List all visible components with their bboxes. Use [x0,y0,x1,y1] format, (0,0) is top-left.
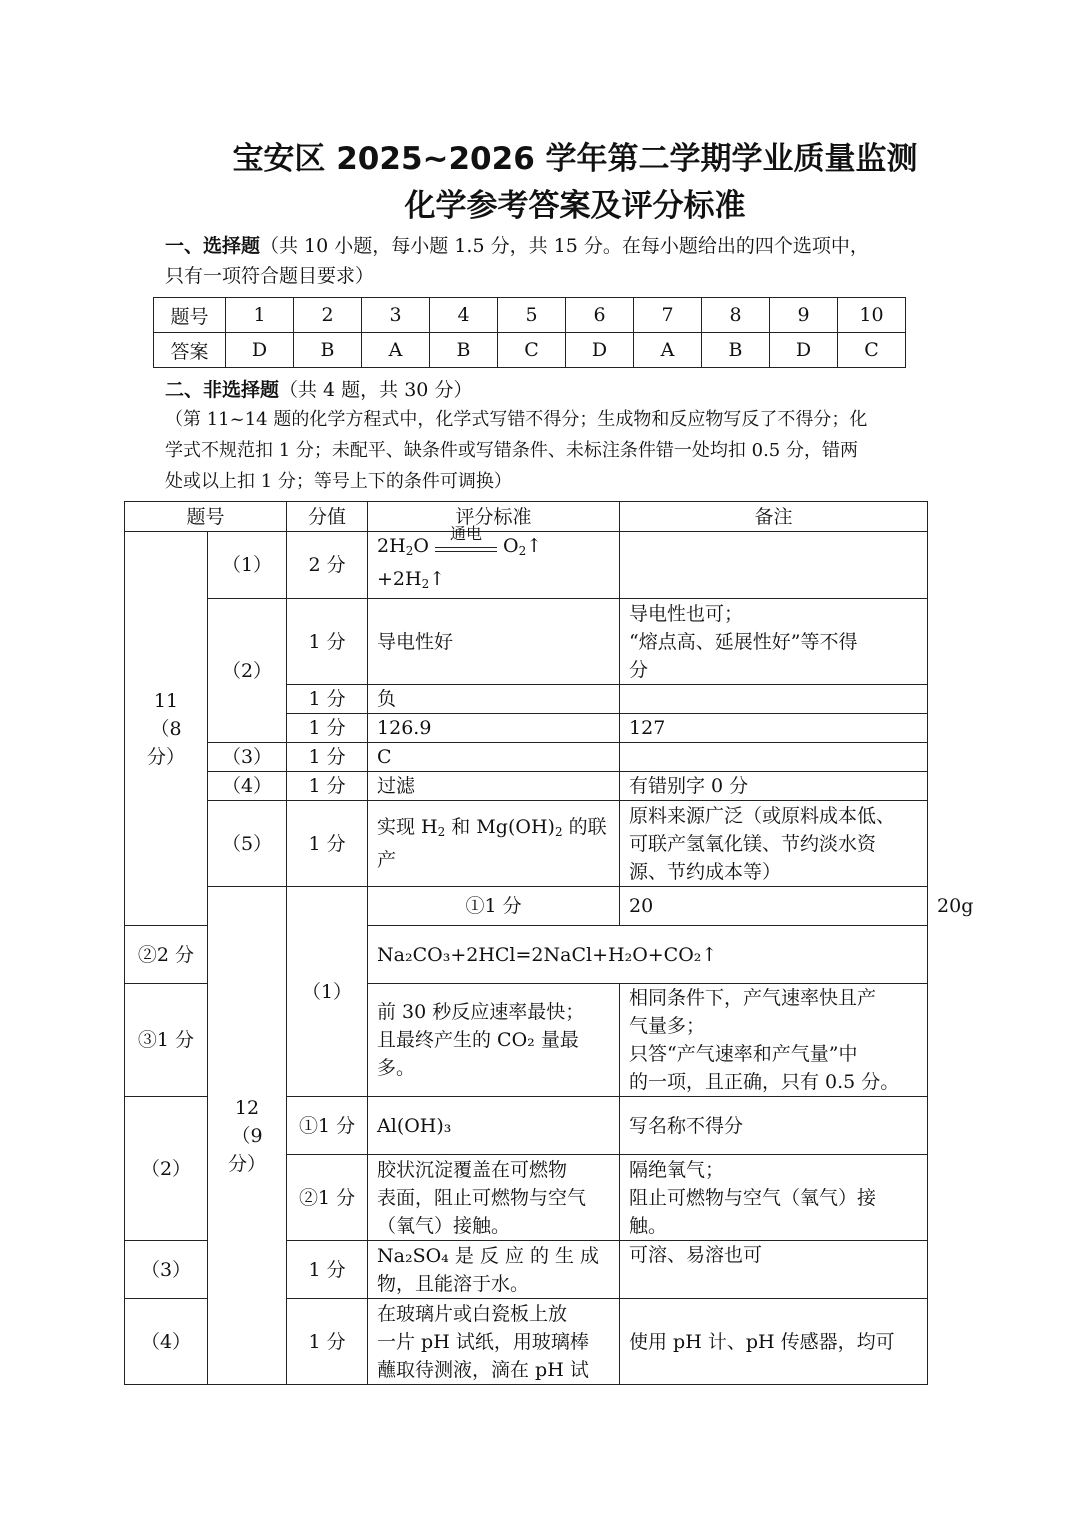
section-choice-heading [165,231,925,291]
std-text: 的联 [562,816,607,838]
remark-line: 原料来源广泛（或原料成本低、 [629,804,896,827]
score-cell: ③1 分 [125,984,208,1097]
score-cell: ①1 分 [287,1097,368,1155]
remark-line: 导电性也可； [629,602,744,625]
remark-line: 触。 [629,1214,668,1237]
question-11-label [125,532,208,926]
equation-cell: Na₂CO₃+2HCl=2NaCl+H₂O+CO₂↑ [368,926,928,984]
standard-cell: 20 [620,887,928,926]
header-standard: 评分标准 [368,502,620,532]
remark-cell: 127 [620,714,928,743]
score-cell: 1 分 [287,685,368,714]
subscript: 2 [518,544,527,558]
table-row [125,532,928,599]
score-cell: 1 分 [287,772,368,801]
question-number: 8 [702,298,770,333]
score-cell: 1 分 [287,1241,368,1299]
remark-line: 隔绝氧气； [629,1158,725,1181]
answer-cell: D [770,333,838,368]
choice-answer-table [153,297,906,368]
standard-cell [368,984,620,1097]
standard-cell: 126.9 [368,714,620,743]
question-number: 3 [362,298,430,333]
remark-line: 分 [629,658,649,681]
score-cell: 1 分 [287,801,368,887]
std-line: 在玻璃片或白瓷板上放 [377,1302,568,1325]
std-line: 物，且能溶于水。 [377,1272,530,1295]
part-label: （1） [287,887,368,1097]
score-cell: 1 分 [287,714,368,743]
part-label: （3） [208,743,287,772]
score-cell: 2 分 [287,532,368,599]
std-line: 蘸取待测液，滴在 pH 试 [377,1358,589,1381]
standard-cell [368,801,620,887]
section-open-title: 二、非选择题 [165,379,280,401]
question-number: 9 [770,298,838,333]
question-number: 10 [838,298,906,333]
question-number: 12 [234,1096,260,1119]
answer-cell: D [226,333,294,368]
subscript: 2 [554,825,563,839]
standard-cell [368,1241,620,1299]
answer-cell: C [838,333,906,368]
grading-note [165,404,925,497]
grading-note-line: 处或以上扣 1 分；等号上下的条件可调换） [165,471,512,492]
subscript: 2 [437,825,446,839]
remark-cell [620,685,928,714]
remark-line: 气量多； [629,1015,706,1037]
remark-cell [620,984,928,1097]
grading-note-line: 学式不规范扣 1 分；未配平、缺条件或写错条件、未标注条件错一处均扣 0.5 分，错两 [165,440,858,461]
question-number: 11 [153,689,179,712]
score-cell: ①1 分 [368,887,620,926]
page-title: 宝安区 2025~2026 学年第二学期学业质量监测 [232,141,918,177]
part-label: （1） [208,532,287,599]
standard-cell [368,1155,620,1241]
remark-line: 只答“产气速率和产气量”中 [629,1043,858,1065]
section-choice-title: 一、选择题 [165,235,261,257]
table-row [125,599,928,685]
eq-text: ↑ +2H [377,535,543,590]
score-cell: ②2 分 [125,926,208,984]
question-points: 分） [146,745,185,768]
part-label: （4） [208,772,287,801]
remark-line: 的一项，且正确，只有 0.5 分。 [629,1071,900,1093]
std-line: 多。 [377,1057,416,1079]
grading-note-line: （第 11~14 题的化学方程式中，化学式写错不得分；生成物和反应物写反了不得分；化 [165,409,868,430]
remark-cell: 有错别字 0 分 [620,772,928,801]
table-row [154,298,906,333]
standard-cell: 负 [368,685,620,714]
remark-cell: 使用 pH 计、pH 传感器，均可 [620,1299,928,1385]
answer-cell: D [566,333,634,368]
table-row [154,333,906,368]
std-line: 且最终产生的 CO₂ 量最 [377,1029,579,1051]
question-number: 6 [566,298,634,333]
standard-cell: 导电性好 [368,599,620,685]
answer-cell: C [498,333,566,368]
std-text: 产 [377,849,397,871]
std-line: Na₂SO₄ 是 反 应 的 生 成 [377,1244,600,1267]
table-row [125,772,928,801]
std-line: 一片 pH 试纸，用玻璃棒 [377,1330,589,1353]
answer-cell: B [430,333,498,368]
table-row [125,801,928,887]
question-points: （8 [150,717,182,740]
remark-line: “熔点高、延展性好”等不得 [629,630,858,653]
score-cell: 1 分 [287,599,368,685]
answer-cell: A [634,333,702,368]
remark-cell [620,1155,928,1241]
question-number: 4 [430,298,498,333]
equals-with-condition [435,524,497,561]
remark-line: 可联产氢氧化镁、节约淡水资 [629,832,877,855]
question-number: 5 [498,298,566,333]
page-subtitle: 化学参考答案及评分标准 [404,188,746,224]
answer-cell: A [362,333,430,368]
section-open-desc: （共 4 题，共 30 分） [279,379,473,401]
standard-cell [368,1299,620,1385]
question-number: 7 [634,298,702,333]
answer-cell: B [702,333,770,368]
eq-text: ↑ [429,568,446,590]
subscript: 2 [405,544,414,558]
score-cell: ②1 分 [287,1155,368,1241]
remark-cell [620,743,928,772]
std-text: 和 Mg(OH) [445,816,555,838]
part-label: （5） [208,801,287,887]
question-number: 2 [294,298,362,333]
question-number: 1 [226,298,294,333]
remark-cell [620,532,928,599]
std-line: 胶状沉淀覆盖在可燃物 [377,1158,568,1181]
section-choice-desc-2: 只有一项符合题目要求） [165,265,375,287]
question-points: （9 [231,1124,263,1147]
row-label: 题号 [154,298,226,333]
remark-line: 阻止可燃物与空气（氧气）接 [629,1186,877,1209]
header-remark: 备注 [620,502,928,532]
remark-cell: 写名称不得分 [620,1097,928,1155]
part-label: （2） [208,599,287,743]
header-score: 分值 [287,502,368,532]
subscript: 2 [421,577,430,591]
section-choice-desc: （共 10 小题，每小题 1.5 分，共 15 分。在每小题给出的四个选项中， [260,235,869,257]
std-line: 表面，阻止可燃物与空气 [377,1186,587,1209]
part-label: （4） [125,1299,208,1385]
header-question: 题号 [125,502,287,532]
table-row [125,743,928,772]
eq-text: 2H [377,535,406,557]
remark-cell [620,801,928,887]
section-open-heading [165,375,925,405]
question-points: 分） [228,1152,267,1175]
remark-cell: 可溶、易溶也可 [620,1241,928,1299]
standard-cell: C [368,743,620,772]
question-12-label [208,887,287,1385]
std-line: （氧气）接触。 [377,1214,511,1237]
remark-line: 相同条件下，产气速率快且产 [629,987,877,1009]
std-text: 实现 H [377,816,438,838]
equation-cell [368,524,620,599]
row-label: 答案 [154,333,226,368]
remark-line: 源、节约成本等） [629,860,782,883]
standard-cell: Al(OH)₃ [368,1097,620,1155]
part-label: （3） [125,1241,208,1299]
eq-text: O [413,535,429,557]
std-line: 前 30 秒反应速率最快； [377,1001,585,1023]
part-label: （2） [125,1097,208,1241]
score-cell: 1 分 [287,743,368,772]
reaction-condition: 通电 [449,524,482,543]
table-row: 12 （9 分） （1） ①1 分 20 20g [125,887,928,926]
answer-cell: B [294,333,362,368]
score-cell: 1 分 [287,1299,368,1385]
standard-cell: 过滤 [368,772,620,801]
remark-cell [620,599,928,685]
table-header-row [125,502,928,532]
eq-text: O [503,535,519,557]
grading-table [124,501,974,1385]
